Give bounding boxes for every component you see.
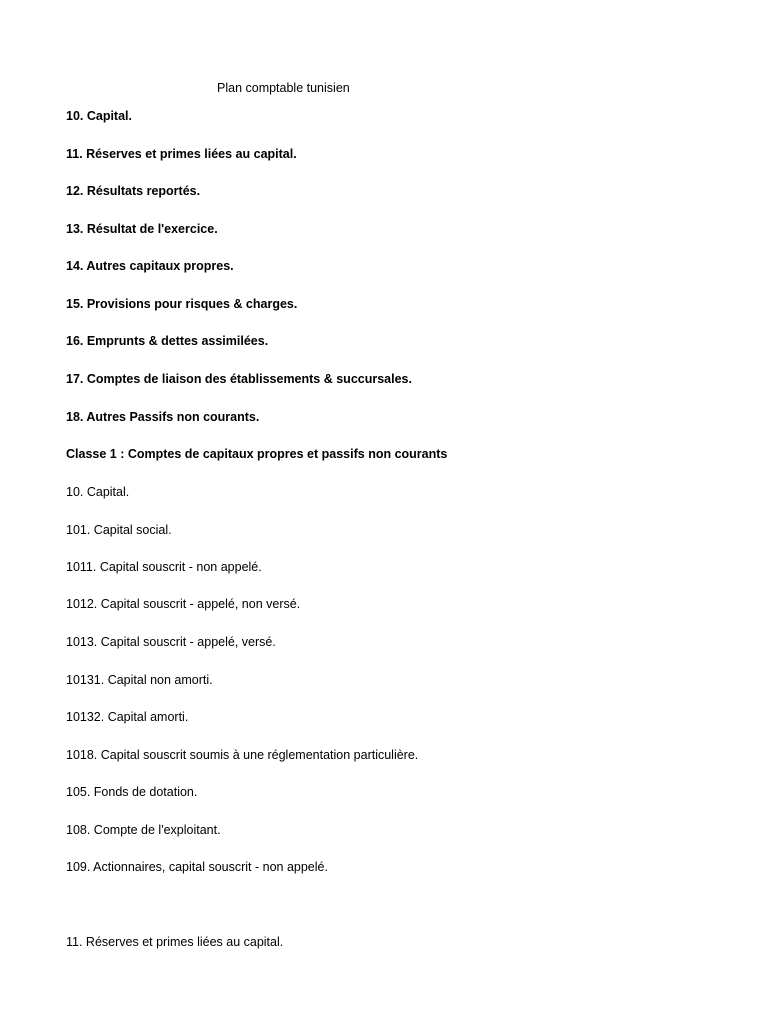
detail-line: 10132. Capital amorti. — [66, 710, 189, 724]
detail-line: 105. Fonds de dotation. — [66, 785, 198, 799]
class-heading: Classe 1 : Comptes de capitaux propres et passifs non courants — [66, 447, 448, 461]
detail-line: 10. Capital. — [66, 485, 130, 499]
summary-line: 17. Comptes de liaison des établissements & succursales. — [66, 372, 412, 386]
summary-line: 10. Capital. — [66, 109, 132, 123]
detail-line: 108. Compte de l'exploitant. — [66, 823, 221, 837]
detail-line: 1012. Capital souscrit - appelé, non versé. — [66, 597, 301, 611]
summary-line: 18. Autres Passifs non courants. — [66, 410, 260, 424]
section-line: 11. Réserves et primes liées au capital. — [66, 935, 284, 949]
summary-line: 16. Emprunts & dettes assimilées. — [66, 334, 269, 348]
summary-line: 15. Provisions pour risques & charges. — [66, 297, 298, 311]
summary-line: 12. Résultats reportés. — [66, 184, 201, 198]
page-title: Plan comptable tunisien — [217, 81, 350, 95]
detail-line: 10131. Capital non amorti. — [66, 673, 213, 687]
detail-line: 101. Capital social. — [66, 523, 172, 537]
summary-line: 14. Autres capitaux propres. — [66, 259, 234, 273]
summary-line: 13. Résultat de l'exercice. — [66, 222, 218, 236]
detail-line: 1018. Capital souscrit soumis à une réglementation particulière. — [66, 748, 419, 762]
detail-line: 1011. Capital souscrit - non appelé. — [66, 560, 262, 574]
detail-line: 1013. Capital souscrit - appelé, versé. — [66, 635, 276, 649]
summary-line: 11. Réserves et primes liées au capital. — [66, 147, 297, 161]
detail-line: 109. Actionnaires, capital souscrit - non appelé. — [66, 860, 328, 874]
